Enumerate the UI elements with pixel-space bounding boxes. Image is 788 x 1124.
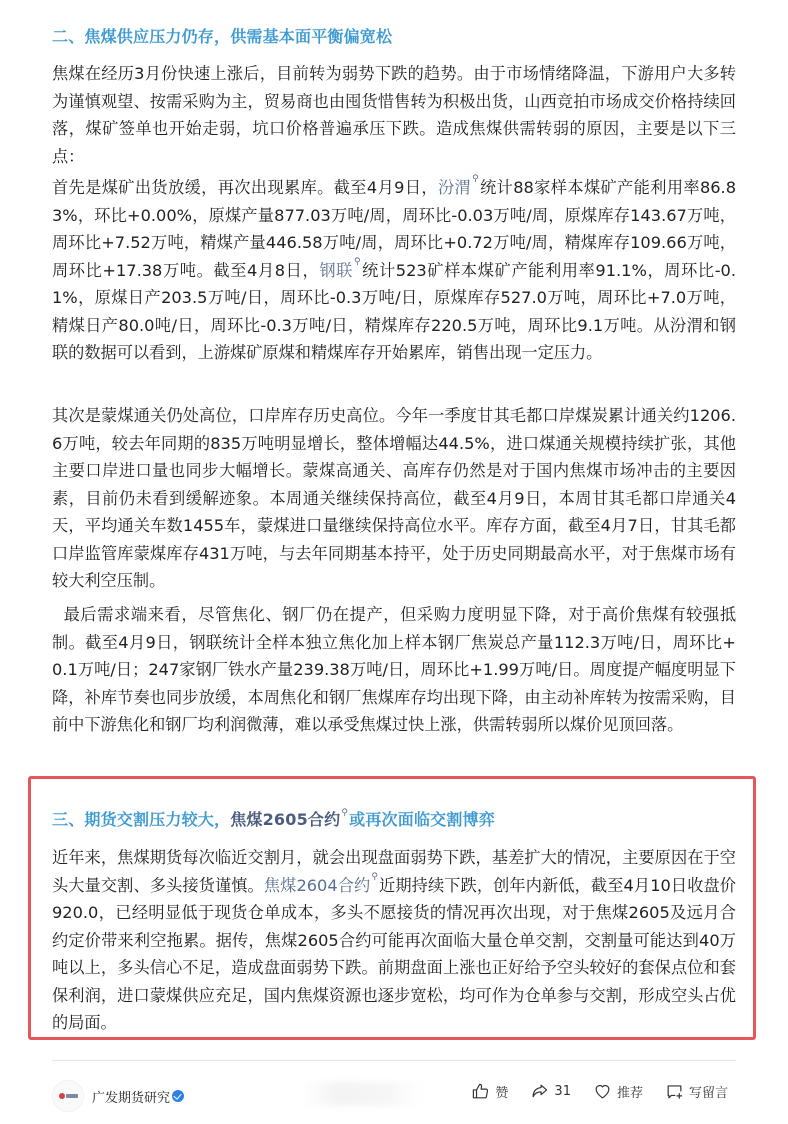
avatar[interactable]: [52, 1080, 84, 1112]
footer-divider: [52, 1060, 736, 1061]
search-icon[interactable]: ⚲: [341, 808, 349, 818]
like-label: 赞: [495, 1086, 509, 1101]
search-icon[interactable]: ⚲: [371, 871, 378, 882]
comment-add-icon: [665, 1082, 684, 1101]
thumbs-up-icon: [471, 1082, 490, 1101]
paragraph-demand-side: 最后需求端来看，尽管焦化、钢厂仍在提产，但采购力度明显下降，对于高价焦煤有较强抵制。截至4月9日，钢联统计全样本独立焦化加上样本钢厂焦炭总产量112.3万吨/日，周环比+0.1万吨/日；247家钢厂铁水产量239.38万吨/日，周环比+1.99万吨/日。周度提产幅度明显下降，补库节奏也同步放缓，本周焦化和钢厂焦煤库存均出现下降，由主动补库转为按需采购，目前中下游焦化和钢厂均利润微薄，难以承受焦煤过快上涨，供需转弱所以煤价见顶回落。: [52, 605, 736, 734]
share-icon: [530, 1082, 549, 1101]
keyword-link-jm2604[interactable]: 焦煤2604合约: [263, 875, 371, 895]
blurred-overlay: [302, 1082, 422, 1106]
share-button[interactable]: [530, 1082, 571, 1101]
paragraph-overview: 焦煤在经历3月份快速上涨后，目前转为弱势下跌的趋势。由于市场情绪降温，下游用户大多转为谨慎观望、按需采购为主，贸易商也由囤货惜售转为积极出货，山西竞拍市场成交价格持续回落，煤矿签单也开始走弱，坑口价格普遍承压下跌。造成焦煤供需转弱的原因，主要是以下三点：: [52, 64, 736, 166]
heading-text: 三、期货交割压力较大，: [52, 810, 231, 829]
keyword-link-jm2605[interactable]: 焦煤2605合约: [230, 810, 341, 829]
text-segment: 近年来，焦煤期货每次临近交割月，就会出现盘面弱势下跌，基差扩大的情况，主要原因在于空头大量交割、多头接货谨慎。: [52, 848, 736, 895]
recommend-button[interactable]: [593, 1082, 643, 1101]
keyword-link-fenwei[interactable]: 汾渭: [437, 178, 472, 197]
paragraph-delivery-game: [52, 844, 736, 1037]
text-segment: 近期持续下跌，创年内新低，截至4月10日收盘价920.0，已经明显低于现货仓单成本，多头不愿接货的情况再次出现，对于焦煤2605及远月合约定价带来利空拖累。据传，焦煤2605合约可能再次面临大量仓单交割，交割量可能达到40万吨以上，多头信心不足，造成盘面弱势下跌。前期盘面上涨也正好给予空头较好的套保点位和套保利润，进口蒙煤供应充足，国内焦煤资源也逐步宽松，均可作为仓单参与交割，形成空头占优的局面。: [52, 875, 736, 1032]
author-name[interactable]: 广发期货研究: [92, 1090, 171, 1106]
section-heading-futures-delivery: [52, 808, 736, 832]
text-segment: 统计88家样本煤矿产能利用率86.83%，环比+0.00%，原煤产量877.03万吨/周，周环比-0.03万吨/周，原煤库存143.67万吨，周环比+7.52万吨，精煤产量446.58万吨/周，周环比+0.72万吨/周，精煤库存109.66万吨，周环比+17.38万吨。截至4月8日，: [52, 178, 737, 280]
paragraph-coal-mine-inventory: [52, 174, 736, 367]
keyword-link-ganglian[interactable]: 钢联: [319, 260, 353, 280]
paragraph-mongolian-coal: 其次是蒙煤通关仍处高位，口岸库存历史高位。今年一季度甘其毛都口岸煤炭累计通关约1206.6万吨，较去年同期的835万吨明显增长，整体增幅达44.5%，进口煤通关规模持续扩张，其他主要口岸进口量也同步大幅增长。蒙煤高通关、高库存仍然是对于国内焦煤市场冲击的主要因素，目前仍未看到缓解迹象。本周通关继续保持高位，截至4月9日，本周甘其毛都口岸通关4天，平均通关车数1455车，蒙煤进口量继续保持高位水平。库存方面，截至4月7日，甘其毛都口岸监管库蒙煤库存431万吨，与去年同期基本持平，处于历史同期最高水平，对于焦煤市场有较大利空压制。: [52, 406, 736, 590]
share-count: 31: [554, 1084, 571, 1099]
comment-label: 写留言: [688, 1086, 728, 1101]
heart-icon: [593, 1082, 612, 1101]
action-bar: [471, 1082, 728, 1101]
like-button[interactable]: [471, 1082, 508, 1101]
text-segment: 统计523矿样本煤矿产能利用率91.1%，周环比-0.1%，原煤日产203.5万吨/日，周环比-0.3万吨/日，原煤库存527.0万吨，周环比+7.0万吨，精煤日产80.0吨/日，周环比-0.3万吨/日，精煤库存220.5万吨，周环比9.1万吨。从汾渭和钢联的数据可以看到，上游煤矿原煤和精煤库存开始累库，销售出现一定压力。: [52, 260, 736, 362]
author-info[interactable]: [52, 1080, 184, 1112]
search-icon[interactable]: ⚲: [353, 256, 361, 267]
verified-badge-icon: [172, 1090, 184, 1102]
brand-logo-icon: [59, 1093, 78, 1099]
comment-button[interactable]: [665, 1082, 728, 1101]
heading-text: 或再次面临交割博弈: [349, 810, 495, 829]
article-footer: [52, 1076, 736, 1112]
search-icon[interactable]: ⚲: [472, 174, 479, 184]
section-heading-supply: 二、焦煤供应压力仍存，供需基本面平衡偏宽松: [52, 27, 393, 46]
recommend-label: 推荐: [616, 1086, 643, 1101]
text-segment: 首先是煤矿出货放缓，再次出现累库。截至4月9日，: [52, 178, 438, 197]
